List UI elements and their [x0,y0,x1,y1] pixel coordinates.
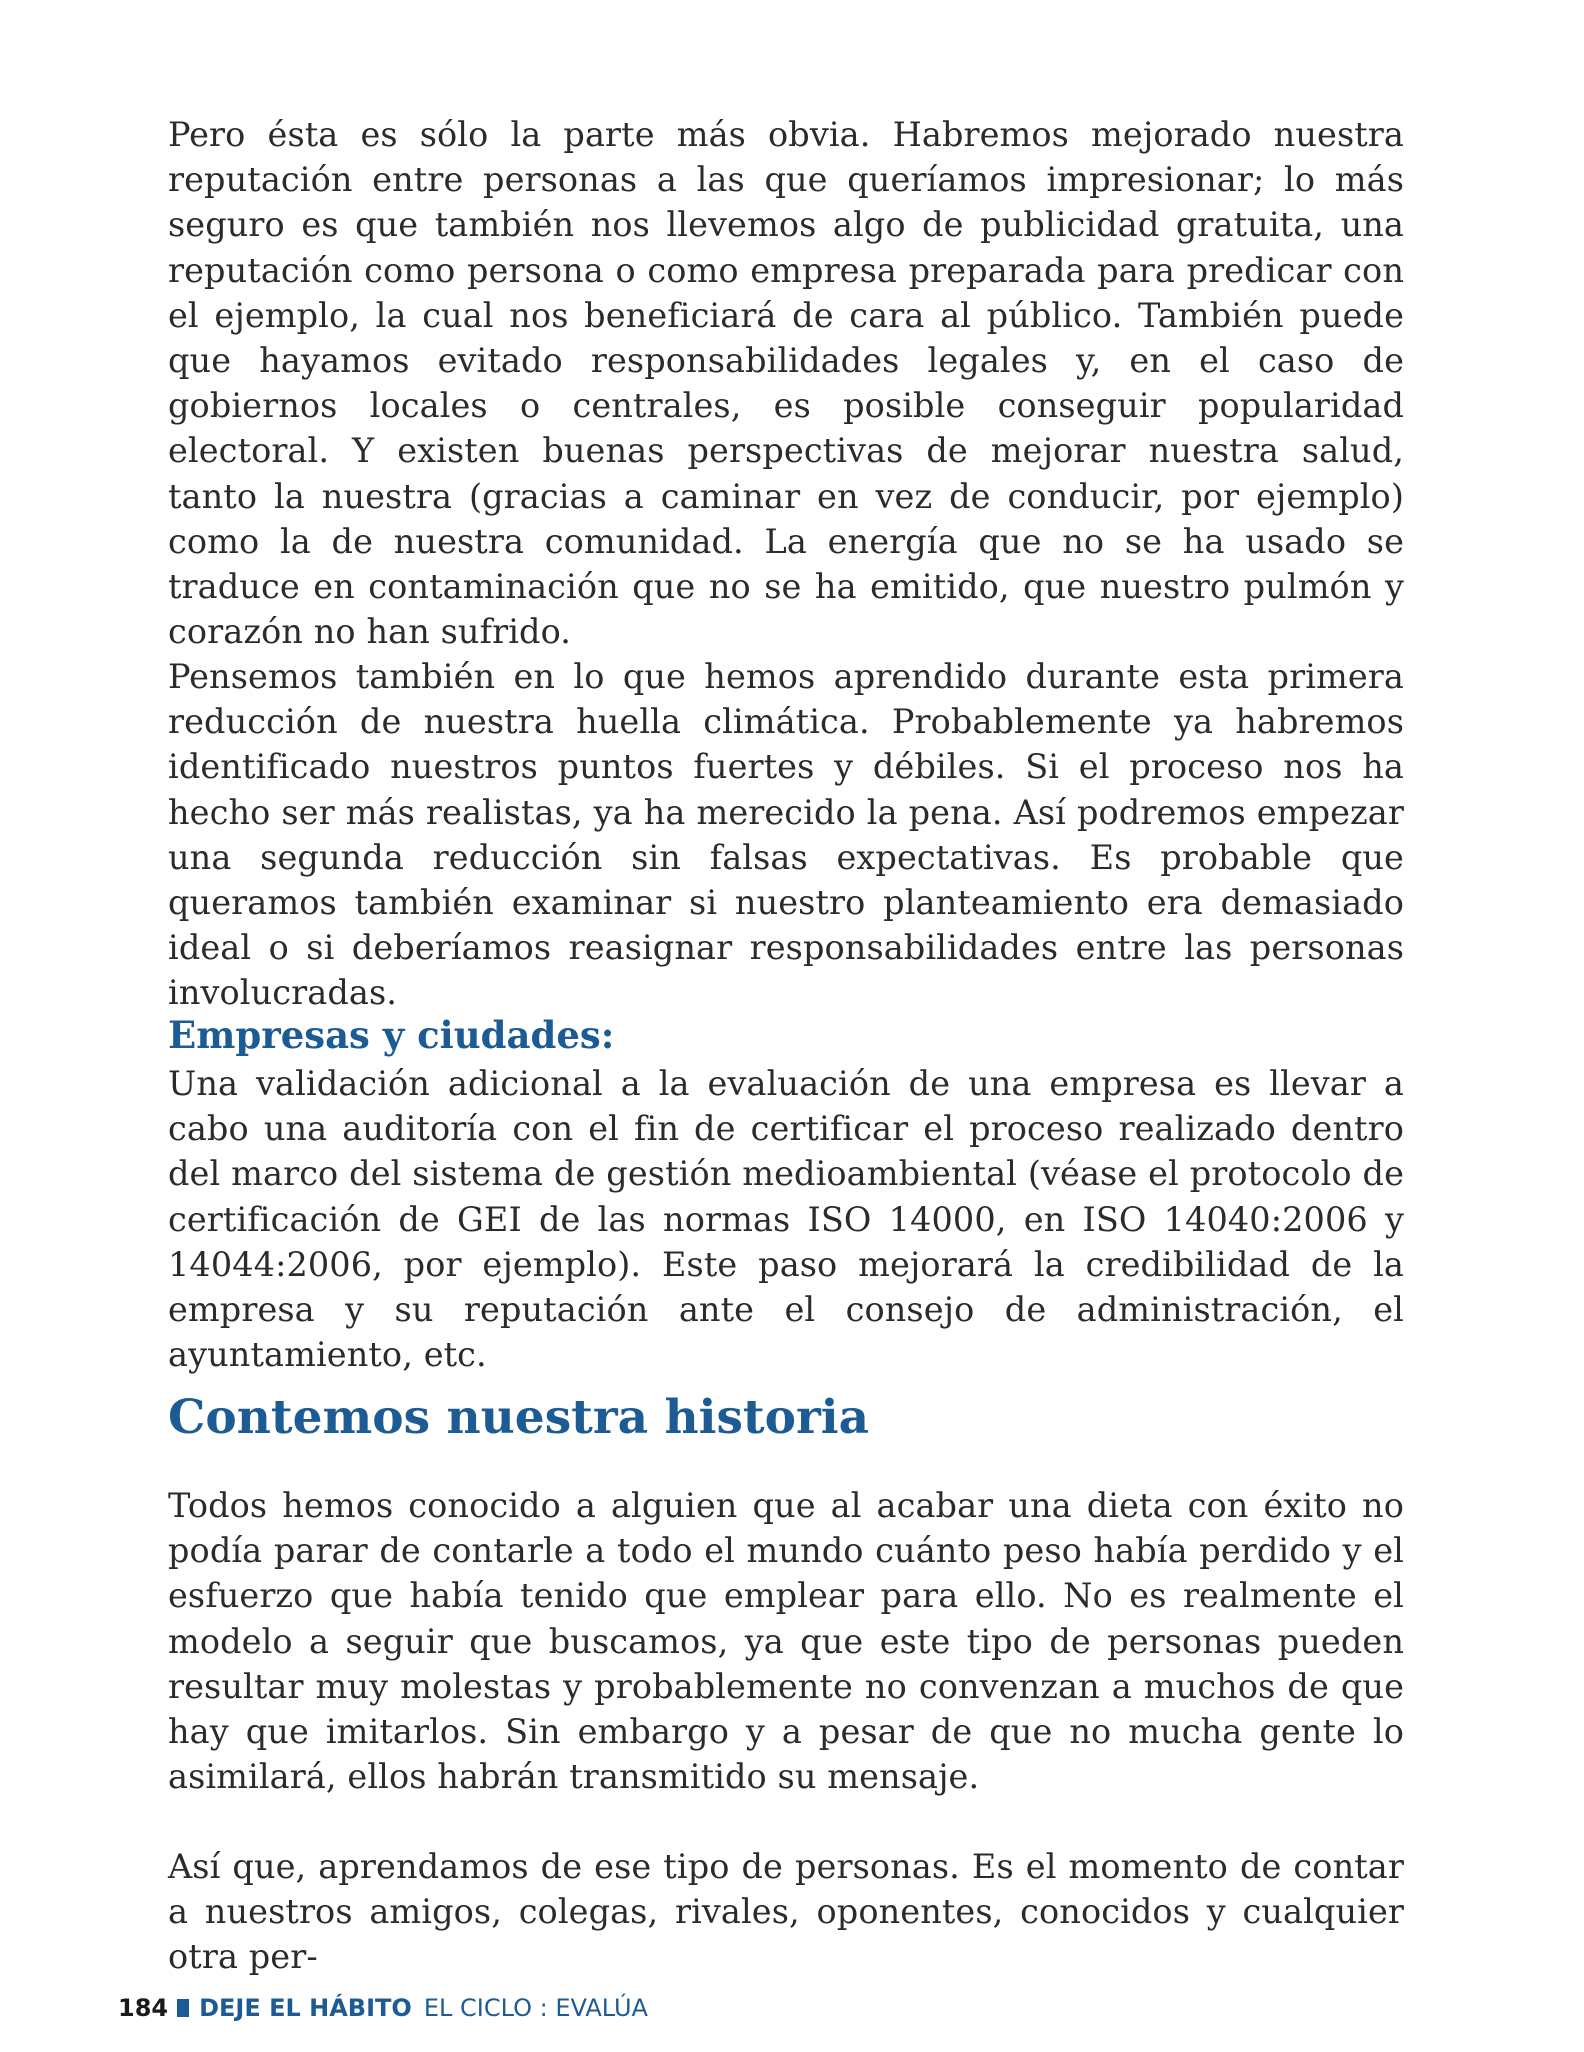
square-bullet-icon [177,1999,189,2017]
body-paragraph-1: Pero ésta es sólo la parte más obvia. Habremos mejorado nuestra reputación entre personas a las que queríamos impresionar; lo más seguro es que también nos llevemos algo de publicidad gratuita, una reputación como persona o como empresa preparada para predicar con el ejemplo, la cual nos beneficiará de cara al público. También puede que hayamos evitado responsabilidades legales y, en el caso de gobiernos locales o centrales, es posible conseguir popularidad electoral. Y existen buenas perspectivas de mejorar nuestra salud, tanto la nuestra (gracias a caminar en vez de conducir, por ejemplo) como la de nuestra comunidad. La energía que no se ha usado se traduce en contaminación que no se ha emitido, que nuestro pulmón y corazón no han sufrido. [168,115,1404,652]
body-paragraph-4: Todos hemos conocido a alguien que al acabar una dieta con éxito no podía parar de contarle a todo el mundo cuánto peso había perdido y el esfuerzo que había tenido que emplear para ello. No es realmente el modelo a seguir que buscamos, ya que este tipo de personas pueden resultar muy molestas y probablemente no convenzan a muchos de que hay que imitarlos. Sin embargo y a pesar de que no mucha gente lo asimilará, ellos habrán transmitido su mensaje. [168,1486,1404,1797]
page-footer [118,1990,648,2026]
subheading-empresas: Empresas y ciudades: [168,1013,615,1057]
body-paragraph-3: Una validación adicional a la evaluación de una empresa es llevar a cabo una auditoría con el fin de certificar el proceso realizado dentro del marco del sistema de gestión medioambiental (véase el protocolo de certificación de GEI de las normas ISO 14000, en ISO 14040:2006 y 14044:2006, por ejemplo). Este paso mejorará la credibilidad de la empresa y su reputación ante el consejo de administración, el ayuntamiento, etc. [168,1064,1404,1375]
body-paragraph-5: Así que, aprendamos de ese tipo de personas. Es el momento de contar a nuestros amigos, colegas, rivales, oponentes, conocidos y cualquier otra per- [168,1847,1404,1977]
book-title: DEJE EL HÁBITO [199,1994,412,2022]
body-paragraph-2: Pensemos también en lo que hemos aprendido durante esta primera reducción de nuestra huella climática. Probablemente ya habremos identificado nuestros puntos fuertes y débiles. Si el proceso nos ha hecho ser más realistas, ya ha merecido la pena. Así podremos empezar una segunda reducción sin falsas expectativas. Es probable que queramos también examinar si nuestro planteamiento era demasiado ideal o si deberíamos reasignar responsabilidades entre las personas involucradas. [168,657,1404,1013]
chapter-label: EL CICLO : EVALÚA [423,1994,648,2022]
section-title: Contemos nuestra historia [168,1390,870,1445]
page-number: 184 [118,1994,169,2022]
